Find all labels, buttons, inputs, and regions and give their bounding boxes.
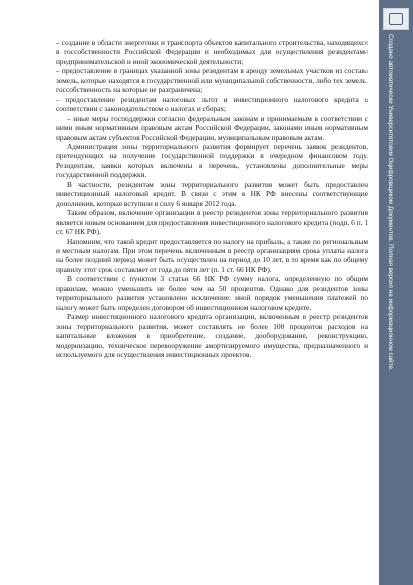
- document-body: [56, 38, 368, 359]
- paragraph: – предоставление резидентам налоговых льгот и инвестиционного налогового кредита в соответствии с законодательством о налогах и сборах;: [56, 94, 368, 114]
- watermark-line-1: Создано автоматически Университетским Оцифровщиком Документов. Полная версия на информационном сайте.: [387, 34, 394, 371]
- paragraph: Таким образом, включение организации в реестр резидентов зоны территориального развития является новым основанием для предоставления инвестиционного налогового кредита (подп. 6 п. 1 ст. 67 НК РФ).: [56, 208, 368, 237]
- paragraph: В соответствии с пунктом 3 статьи 66 НК РФ сумму налога, определенную по общим правилам, можно уменьшить не более чем на 50 процентов. Однако для резидентов зоны территориального развития установлено исключение: иной порядок уменьшения платежей по налогу может быть определен договором об инвестиционном налоговом кредите.: [56, 274, 368, 312]
- document-logo-icon: [383, 8, 409, 30]
- watermark-line-2: www.pdfreadmaker.com: [363, 34, 370, 102]
- paragraph: Администрация зоны территориального развития формирует перечень заявок резидентов, претендующих на получение государственной поддержки в очередном финансовом году. Резидентам, заявки которых включены в перечень, установлены дополнительные меры государственной поддержки.: [56, 141, 368, 180]
- paragraph: – создание в области энергетики и транспорта объектов капитального строительства, находящихся в госсобственности Российской Федерации и необходимых для осуществления резидентами предпринимательской и иной экономической деятельности;: [56, 38, 368, 66]
- watermark-sidebar: [363, 0, 413, 585]
- paragraph: В частности, резидентам зоны территориального развития может быть предоставлен инвестиционный налоговый кредит. В связи с этим в НК РФ внесены соответствующие дополнения, которые вступили в силу 6 января 2012 года.: [56, 179, 368, 208]
- paragraph: Напомним, что такой кредит предоставляется по налогу на прибыль, а также по региональным и местным налогам. При этом перечень включенным в реестр организациям срока уплаты налога на более поздний период может быть осуществлен на период до 10 лет, в то время как по общему правилу этот срок составляет от года до пяти лет (п. 1 ст. 66 НК РФ).: [56, 236, 368, 274]
- paragraph: – иные меры господдержки согласно федеральным законам и принимаемым в соответствии с ними иным нормативным правовым актам Российской Федерации, законами иным нормативным правовым актам субъектов Российской Федерации, муниципальным правовым актам.: [56, 113, 368, 142]
- paragraph: Размер инвестиционного налогового кредита организации, включенным в реестр резидентов зоны территориального развития, может составлять не более 100 процентов расходов на капитальные вложения в приобретение, создание, дооборудование, реконструкцию, модернизацию, техническое перевооружение амортизируемого имущества, предназначенного и используемого для осуществления инвестиционных проектов.: [56, 312, 368, 359]
- watermark-text: [363, 34, 410, 574]
- paragraph: – предоставление в границах указанной зоны резидентам в аренду земельных участков из состава земель, которые находятся в государственной или муниципальной собственности, либо тех земель, госсобственность на которые не разграничена;: [56, 66, 368, 95]
